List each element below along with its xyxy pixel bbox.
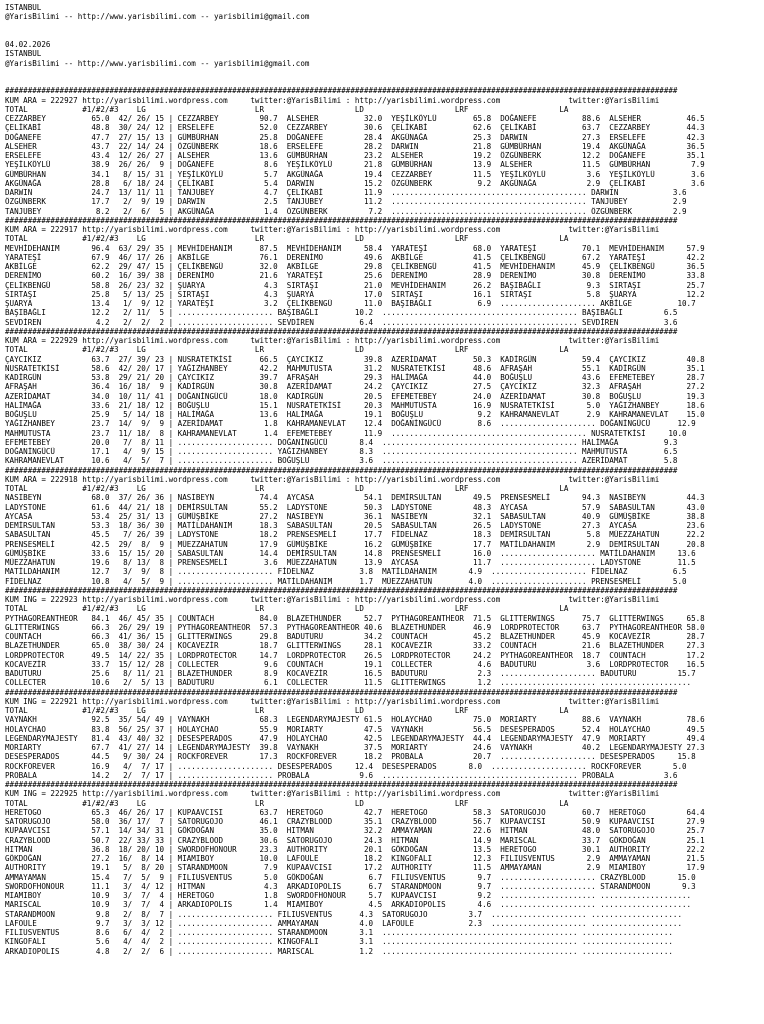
race-header: KUM ING = 222921 http://yarisbilimi.wordpress.com twitter:@YarisBilimi : http://yarisbilimi.wordpress.com twitter:@YarisBilimi — [5, 696, 660, 706]
text-line: COUNTACH 66.3 41/ 36/ 15 | GLITTERWINGS 29.8 BADUTURU 34.2 COUNTACH 45.2 BLAZETHUNDER 45.9 KOCAVEZİR 28.7 — [5, 632, 705, 641]
text-line: GÜMÜŞBİKE 33.6 15/ 15/ 20 | SABASULTAN 14.4 DEMİRSULTAN 14.8 PRENSESMELİ 16.0 ..................... MATİLDAHANIM 13.6 — [5, 548, 696, 558]
text-line: AYCASA 53.4 25/ 31/ 13 | GÜMÜŞBİKE 27.2 NASIBEYN 36.1 NASIBEYN 32.1 SABASULTAN 40.9 GÜMÜŞBİKE 38.8 — [5, 511, 705, 521]
text-line: MIAMIBOY 10.9 3/ 7/ 4 | HERETOGO 1.8 SWORDOFHONOUR 5.7 KUPAAVCISI 9.2 ..................... .................... — [5, 891, 692, 900]
text-line: ISTANBUL — [5, 3, 42, 12]
text-line: KADİRGÜN 53.8 29/ 21/ 20 | ÇAYCIKIZ 39.7 AFRAŞAH 29.3 HALİMAĞA 44.0 BOĞUŞLU 43.6 EFEMETEBEY 28.7 — [5, 373, 705, 382]
column-header: TOTAL #1/#2/#3 LG LR LD LRF LA — [5, 234, 569, 244]
text-line: TANJUBEY 8.2 2/ 6/ 5 | AKGÜNAĞA 1.4 ÖZGÜNBERK 7.2 ........................................... ÖZGÜNBERK 2.9 — [5, 206, 687, 216]
race-header: KUM ARA = 222917 http://yarisbilimi.wordpress.com twitter:@YarisBilimi : http://yarisbilimi.wordpress.com twitter:@YarisBilimi — [5, 225, 660, 234]
text-line: HERETOGO 65.3 46/ 26/ 17 | KUPAAVCISI 63.7 HERETOGO 42.7 HERETOGO 58.3 SATORUGOJO 60.7 HERETOGO 64.4 — [5, 807, 705, 817]
section-divider: #################################################################################################################################################### — [5, 687, 678, 697]
text-line: GLITTERWINGS 66.3 26/ 29/ 19 | PYTHAGOREANTHEOR 57.3 PYTHAGOREANTHEOR 40.6 BLAZETHUNDER 46.9 LORDPROTECTOR 63.7 PYTHAGOREANTHEOR 58.0 — [5, 622, 705, 632]
text-line: ÖZGÜNBERK 17.7 2/ 9/ 19 | DARWIN 2.5 TANJUBEY 11.2 ........................................... TANJUBEY 2.9 — [5, 197, 687, 207]
text-line: GÖKDOĞAN 27.2 16/ 8/ 14 | MIAMIBOY 10.0 LAFOULE 18.2 KINGOFALI 12.3 FILIUSVENTUS 2.9 AMMAYAMAN 21.5 — [5, 854, 705, 863]
race-header: KUM ING = 222925 http://yarisbilimi.wordpress.com twitter:@YarisBilimi : http://yarisbilimi.wordpress.com twitter:@YarisBilimi — [5, 789, 660, 799]
section-divider: #################################################################################################################################################### — [5, 585, 678, 595]
text-line: MORIARTY 67.7 41/ 27/ 14 | LEGENDARYMAJESTY 39.8 VAYNAKH 37.5 MORIARTY 24.6 VAYNAKH 40.2 LEGENDARYMAJESTY 27.3 — [5, 743, 705, 752]
text-line: 04.02.2026 — [5, 40, 51, 49]
race-header: KUM ARA = 222929 http://yarisbilimi.wordpress.com twitter:@YarisBilimi : http://yarisbilimi.wordpress.com twitter:@YarisBilimi — [5, 336, 660, 345]
text-line: BLAZETHUNDER 65.0 38/ 30/ 24 | KOCAVEZİR 18.7 GLITTERWINGS 28.1 KOCAVEZİR 33.2 COUNTACH 21.6 BLAZETHUNDER 27.3 — [5, 641, 705, 651]
text-line: @YarisBilimi -- http://www.yarisbilimi.com -- yarisbilimi@gmail.com — [5, 58, 310, 68]
text-line: BADUTURU 25.6 8/ 11/ 21 | BLAZETHUNDER 8.9 KOCAVEZİR 16.5 BADUTURU 2.3 ..................... BADUTURU 15.7 — [5, 669, 696, 678]
text-line: ÇELİKBENGÜ 58.8 26/ 23/ 32 | ŞUARYA 4.3 SIRTAŞI 21.0 MEVHİDEHANIM 26.2 BAŞIBAĞLI 9.3 SIRTAŞI 25.7 — [5, 280, 705, 290]
text-line: MATİLDAHANIM 12.7 3/ 9/ 8 | ..................... FİDELNAZ 3.8 MATİLDAHANIM 4.9 ..................... FİDELNAZ 6.5 — [5, 567, 687, 577]
text-line: DOĞANEFE 47.7 27/ 15/ 13 | GÜMBÜRHAN 25.8 DOĞANEFE 28.4 AKGÜNAĞA 25.3 DARWIN 27.3 ERSELEFE 42.3 — [5, 132, 705, 142]
text-line: @YarisBilimi -- http://www.yarisbilimi.com -- yarisbilimi@gmail.com — [5, 12, 310, 22]
text-line: BAŞIBAĞLI 12.2 2/ 11/ 5 | ..................... BAŞIBAĞLI 10.2 ........................................... BAŞIBAĞLI 6.5 — [5, 308, 678, 318]
text-line: SWORDOFHONOUR 11.1 3/ 4/ 12 | HITMAN 4.3 ARKADIOPOLIS 6.7 STARANDMOON 9.7 ..................... STARANDMOON 9.3 — [5, 881, 696, 891]
text-line: FİDELNAZ 10.8 4/ 5/ 9 | ..................... MATİLDAHANIM 1.7 MÜEZZAHATUN 4.0 ..................... PRENSESMELİ 5.0 — [5, 576, 687, 586]
text-line: AUTHORITY 19.1 5/ 8/ 20 | STARANDMOON 7.9 KUPAAVCISI 17.2 AUTHORITY 11.5 AMMAYAMAN 2.9 MIAMIBOY 17.9 — [5, 863, 705, 873]
text-line: PROBALA 14.2 2/ 7/ 17 | ..................... PROBALA 9.6 ........................................... PROBALA 3.6 — [5, 770, 678, 780]
text-line: ÇELİKABİ 48.8 30/ 24/ 12 | ERSELEFE 52.0 CEZZARBEY 30.6 ÇELİKABİ 62.6 ÇELİKABİ 63.7 CEZZARBEY 44.3 — [5, 123, 705, 133]
text-line: EFEMETEBEY 20.0 7/ 8/ 11 | ..................... DOĞANİNGÜCÜ 8.4 ........................................... HALİMAĞA 9.3 — [5, 437, 678, 447]
section-divider: #################################################################################################################################################### — [5, 86, 678, 96]
text-line: PRENSESMELİ 42.5 29/ 8/ 9 | MÜEZZAHATUN 17.9 GÜMÜŞBİKE 16.2 GÜMÜŞBİKE 17.7 MATİLDAHANIM 2.9 DEMİRSULTAN 20.8 — [5, 539, 705, 549]
text-line: KUPAAVCISI 57.1 14/ 34/ 31 | GÖKDOĞAN 35.0 HITMAN 32.2 AMMAYAMAN 22.6 HITMAN 48.0 SATORUGOJO 25.7 — [5, 826, 705, 836]
text-line: HITMAN 36.8 18/ 20/ 10 | SWORDOFHONOUR 23.3 AUTHORITY 20.1 GÖKDOĞAN 13.5 HERETOGO 30.1 AUTHORITY 22.2 — [5, 844, 705, 854]
column-header: TOTAL #1/#2/#3 LG LR LD LRF LA — [5, 104, 569, 114]
text-line: YEŞİLKÖYLÜ 38.9 26/ 26/ 9 | DOĞANEFE 8.6 YEŞİLKÖYLÜ 21.8 GÜMBÜRHAN 13.9 ALSEHER 11.5 GÜMBÜRHAN 7.9 — [5, 160, 705, 170]
text-line: PYTHAGOREANTHEOR 84.1 46/ 45/ 35 | COUNTACH 84.0 BLAZETHUNDER 52.7 PYTHAGOREANTHEOR 71.5 GLITTERWINGS 75.7 GLITTERWINGS 65.8 — [5, 613, 705, 623]
race-header: KUM ING = 222923 http://yarisbilimi.wordpress.com twitter:@YarisBilimi : http://yarisbilimi.wordpress.com twitter:@YarisBilimi — [5, 595, 660, 604]
text-line: ŞUARYA 13.4 1/ 9/ 12 | YARATEŞİ 3.2 ÇELİKBENGÜ 11.0 BAŞIBAĞLI 6.9 ..................... AKBİLGE 10.7 — [5, 299, 696, 308]
text-line: DOĞANİNGÜCÜ 17.1 4/ 9/ 15 | ..................... YAĞIZHANBEY 8.3 ........................................... MAHMUTUSTA 6.5 — [5, 447, 678, 456]
text-line: KINGOFALI 5.6 4/ 4/ 2 | ..................... KINGOFALI 3.1 ........................................... .................... — [5, 937, 673, 947]
text-line: LADYSTONE 61.6 44/ 21/ 18 | DEMİRSULTAN 55.2 LADYSTONE 50.3 LADYSTONE 48.3 AYCASA 57.9 SABASULTAN 43.0 — [5, 502, 705, 512]
text-line: HOLAYCHAO 83.8 56/ 25/ 37 | HOLAYCHAO 55.9 MORIARTY 47.5 VAYNAKH 56.5 DESESPERADOS 52.4 HOLAYCHAO 49.5 — [5, 724, 705, 734]
text-line: NASIBEYN 68.0 37/ 26/ 36 | NASIBEYN 74.4 AYCASA 54.1 DEMİRSULTAN 49.5 PRENSESMELİ 94.3 NASIBEYN 44.3 — [5, 493, 705, 503]
text-line: DESESPERADOS 44.5 9/ 30/ 24 | ROCKFOREVER 17.3 ROCKFOREVER 18.2 PROBALA 20.7 ..................... DESESPERADOS 15.8 — [5, 752, 696, 762]
text-line: STARANDMOON 9.8 2/ 8/ 7 | ..................... FILIUSVENTUS 4.3 SATORUGOJO 3.7 ..................... .................... — [5, 909, 682, 919]
text-line: KAHRAMANEVLAT 10.6 4/ 5/ 7 | ..................... BOĞUŞLU 3.6 ........................................... AZERİDAMAT 5.8 — [5, 456, 678, 466]
text-line: MAHMUTUSTA 23.7 11/ 18/ 8 | KAHRAMANEVLAT 1.4 EFEMETEBEY 11.9 ........................................... NUSRATETKİSİ 10.0 — [5, 428, 687, 438]
text-line: SATORUGOJO 58.0 36/ 17/ 7 | SATORUGOJO 46.1 CRAZYBLOOD 35.1 CRAZYBLOOD 56.7 KUPAAVCISI 50.9 KUPAAVCISI 27.9 — [5, 817, 705, 826]
text-line: LORDPROTECTOR 49.5 14/ 22/ 35 | LORDPROTECTOR 14.7 LORDPROTECTOR 26.5 LORDPROTECTOR 24.2 PYTHAGOREANTHEOR 18.7 COUNTACH 17.2 — [5, 650, 705, 660]
section-divider: #################################################################################################################################################### — [5, 780, 678, 789]
column-header: TOTAL #1/#2/#3 LG LR LD LRF LA — [5, 706, 569, 715]
text-line: YARATEŞİ 67.9 46/ 17/ 26 | AKBİLGE 76.1 DERENİMO 49.6 AKBİLGE 41.5 ÇELİKBENGÜ 67.2 YARATEŞİ 42.2 — [5, 252, 705, 262]
text-line: GÜMBÜRHAN 34.1 8/ 15/ 31 | YEŞİLKÖYLÜ 5.7 AKGÜNAĞA 19.4 CEZZARBEY 11.5 YEŞİLKÖYLÜ 3.6 YEŞİLKÖYLÜ 3.6 — [5, 169, 705, 179]
race-header: KUM ARA = 222918 http://yarisbilimi.wordpress.com twitter:@YarisBilimi : http://yarisbilimi.wordpress.com twitter:@YarisBilimi — [5, 474, 660, 484]
text-line: COLLECTER 10.6 2/ 5/ 13 | BADUTURU 6.1 COLLECTER 11.5 GLITTERWINGS 1.2 ..................... .................... — [5, 678, 692, 688]
text-line: AKBİLGE 62.2 29/ 47/ 15 | ÇELİKBENGÜ 32.0 AKBİLGE 29.8 ÇELİKBENGÜ 41.5 MEVHİDEHANIM 45.9 ÇELİKBENGÜ 36.5 — [5, 262, 705, 271]
section-divider: #################################################################################################################################################### — [5, 215, 678, 225]
text-line: AKGÜNAĞA 28.8 6/ 18/ 24 | ÇELİKABİ 5.4 DARWIN 15.2 ÖZGÜNBERK 9.2 AKGÜNAĞA 2.9 ÇELİKABİ 3.6 — [5, 178, 705, 188]
text-line: ISTANBUL — [5, 49, 42, 59]
text-line: MARISCAL 10.9 3/ 7/ 4 | ARKADIOPOLIS 1.4 MIAMIBOY 4.5 ARKADIOPOLIS 4.6 ..................... .................... — [5, 900, 692, 910]
text-line: SEVDİREN 4.2 2/ 2/ 2 | ..................... SEVDİREN 6.4 ........................................... SEVDİREN 3.6 — [5, 317, 678, 327]
text-line: AZERİDAMAT 34.0 10/ 11/ 41 | DOĞANİNGÜCÜ 18.0 KADİRGÜN 20.5 EFEMETEBEY 24.0 AZERİDAMAT 30.8 BOĞUŞLU 19.3 — [5, 391, 705, 401]
text-line: CEZZARBEY 65.0 42/ 26/ 15 | CEZZARBEY 90.7 ALSEHER 32.0 YEŞİLKÖYLÜ 65.8 DOĞANEFE 88.6 ALSEHER 46.5 — [5, 114, 705, 123]
section-divider: #################################################################################################################################################### — [5, 465, 678, 475]
text-line: VAYNAKH 92.5 35/ 54/ 49 | VAYNAKH 68.3 LEGENDARYMAJESTY 61.5 HOLAYCHAO 75.0 MORIARTY 88.6 VAYNAKH 78.6 — [5, 715, 705, 725]
text-line: DEMİRSULTAN 53.3 18/ 36/ 30 | MATİLDAHANIM 18.3 SABASULTAN 20.5 SABASULTAN 26.5 LADYSTONE 27.3 AYCASA 23.6 — [5, 521, 705, 530]
blank-line — [5, 68, 764, 77]
blank-line — [5, 77, 764, 86]
text-line: SABASULTAN 45.5 7/ 26/ 39 | LADYSTONE 18.2 PRENSESMELİ 17.7 FİDELNAZ 18.3 DEMİRSULTAN 5.8 MÜEZZAHATUN 22.2 — [5, 530, 705, 540]
race-header: KUM ARA = 222927 http://yarisbilimi.wordpress.com twitter:@YarisBilimi : http://yarisbilimi.wordpress.com twitter:@YarisBilimi — [5, 95, 660, 105]
text-line: LEGENDARYMAJESTY 81.4 43/ 40/ 32 | DESESPERADOS 47.9 HOLAYCHAO 42.5 LEGENDARYMAJESTY 44.4 LEGENDARYMAJESTY 47.9 MORIARTY 49.4 — [5, 733, 705, 743]
text-line: ÇAYCIKIZ 63.7 27/ 39/ 23 | NUSRATETKİSİ 66.5 ÇAYCIKIZ 39.8 AZERİDAMAT 50.3 KADİRGÜN 59.4 ÇAYCIKIZ 40.8 — [5, 354, 705, 364]
text-line: SIRTAŞI 25.8 5/ 13/ 25 | SIRTAŞI 4.3 ŞUARYA 17.0 SIRTAŞI 16.1 SIRTAŞI 5.8 ŞUARYA 12.2 — [5, 289, 705, 299]
text-line: MÜEZZAHATUN 19.6 8/ 13/ 8 | PRENSESMELİ 3.6 MÜEZZAHATUN 13.9 AYCASA 11.7 ..................... LADYSTONE 11.5 — [5, 558, 696, 567]
text-line: LAFOULE 9.7 3/ 3/ 12 | ..................... AMMAYAMAN 4.0 LAFOULE 2.3 ..................... .................... — [5, 918, 682, 928]
text-line: AMMAYAMAN 15.4 7/ 5/ 9 | FILIUSVENTUS 5.0 GÖKDOĞAN 6.7 FILIUSVENTUS 9.7 ..................... CRAZYBLOOD 15.0 — [5, 872, 696, 882]
text-line: DARWIN 24.7 13/ 11/ 11 | TANJUBEY 4.7 ÇELİKABİ 11.9 ........................................... DARWIN 3.6 — [5, 188, 687, 197]
text-line: ALSEHER 43.7 22/ 14/ 24 | ÖZGÜNBERK 18.6 ERSELEFE 28.2 DARWIN 21.8 GÜMBÜRHAN 19.4 AKGÜNAĞA 36.5 — [5, 141, 705, 151]
column-header: TOTAL #1/#2/#3 LG LR LD LRF LA — [5, 345, 569, 355]
text-line: MEVHİDEHANIM 96.4 63/ 29/ 35 | MEVHİDEHANIM 87.5 MEVHİDEHANIM 58.4 YARATEŞİ 68.0 YARATEŞİ 70.1 MEVHİDEHANIM 57.9 — [5, 243, 705, 253]
text-line: AFRAŞAH 36.4 16/ 18/ 9 | KADİRGÜN 30.8 AZERİDAMAT 24.2 ÇAYCIKIZ 27.5 ÇAYCIKIZ 32.3 AFRAŞAH 27.2 — [5, 382, 705, 392]
text-line: HALİMAĞA 33.6 21/ 18/ 12 | BOĞUŞLU 15.1 NUSRATETKİSİ 20.3 MAHMUTUSTA 16.9 NUSRATETKİSİ 5.0 YAĞIZHANBEY 18.6 — [5, 400, 705, 410]
text-line: CRAZYBLOOD 50.7 22/ 33/ 33 | CRAZYBLOOD 30.6 SATORUGOJO 24.3 HITMAN 14.9 MARISCAL 33.7 GÖKDOĞAN 25.1 — [5, 835, 705, 845]
column-header: TOTAL #1/#2/#3 LG LR LD LRF LA — [5, 798, 569, 808]
column-header: TOTAL #1/#2/#3 LG LR LD LRF LA — [5, 604, 569, 614]
column-header: TOTAL #1/#2/#3 LG LR LD LRF LA — [5, 484, 569, 493]
blank-line — [5, 31, 764, 40]
text-line: ROCKFOREVER 16.9 4/ 7/ 17 | ..................... DESESPERADOS 12.4 DESESPERADOS 8.0 ..................... ROCKFOREVER 5.0 — [5, 761, 687, 771]
text-line: KOCAVEZİR 33.7 15/ 12/ 28 | COLLECTER 9.6 COUNTACH 19.1 COLLECTER 4.6 BADUTURU 3.6 LORDPROTECTOR 16.5 — [5, 659, 705, 669]
text-line: DERENİMO 60.2 16/ 39/ 38 | DERENİMO 21.6 YARATEŞİ 25.6 DERENİMO 28.9 DERENİMO 30.8 DERENİMO 33.8 — [5, 271, 705, 281]
text-line: YAĞIZHANBEY 23.7 14/ 9/ 9 | AZERİDAMAT 1.8 KAHRAMANEVLAT 12.4 DOĞANİNGÜCÜ 8.6 ..................... DOĞANİNGÜCÜ 12.9 — [5, 419, 696, 429]
text-line: ARKADIOPOLIS 4.8 2/ 2/ 6 | ..................... MARISCAL 1.2 ........................................... .................... — [5, 946, 673, 956]
text-line: BOĞUŞLU 25.9 5/ 14/ 18 | HALİMAĞA 13.6 HALİMAĞA 19.1 BOĞUŞLU 9.2 KAHRAMANEVLAT 2.9 KAHRAMANEVLAT 15.0 — [5, 410, 705, 419]
blank-line — [5, 22, 764, 31]
text-line: NUSRATETKİSİ 58.6 42/ 20/ 17 | YAĞIZHANBEY 42.2 MAHMUTUSTA 31.2 NUSRATETKİSİ 48.6 AFRAŞAH 55.1 KADİRGÜN 35.1 — [5, 363, 705, 373]
text-line: FILIUSVENTUS 8.6 6/ 4/ 2 | ..................... STARANDMOON 3.1 ........................................... .................... — [5, 928, 673, 937]
text-line: ERSELEFE 43.4 12/ 26/ 27 | ALSEHER 13.6 GÜMBÜRHAN 23.2 ALSEHER 19.2 ÖZGÜNBERK 12.2 DOĞANEFE 35.1 — [5, 151, 705, 160]
section-divider: #################################################################################################################################################### — [5, 326, 678, 336]
